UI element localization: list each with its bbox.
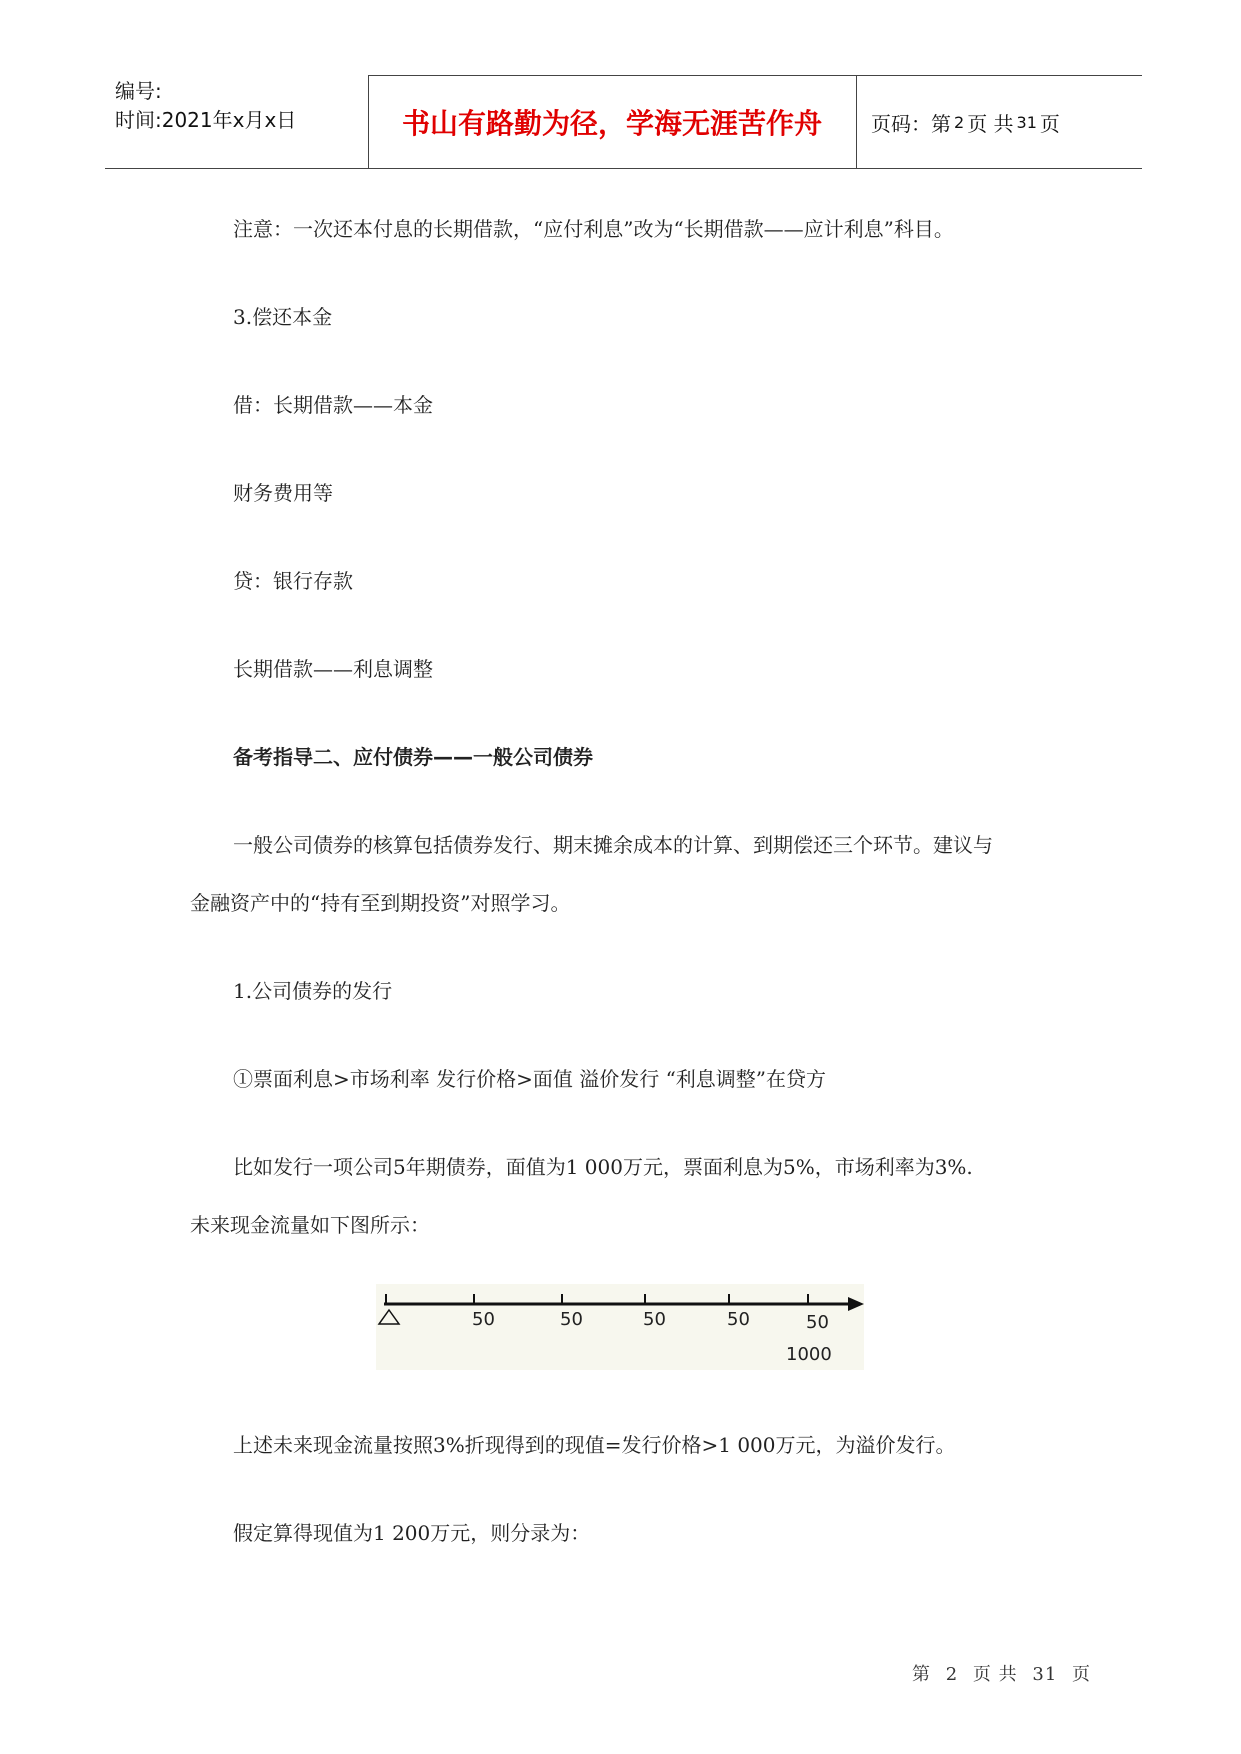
page-prefix: 页码：第: [871, 111, 951, 136]
page-suffix: 页: [1039, 111, 1060, 136]
paragraph-example: 比如发行一项公司5年期债券，面值为1 000万元，票面利息为5%，市场利率为3%.: [233, 1155, 973, 1179]
paragraph-note: 注意：一次还本付息的长期借款，“应付利息”改为“长期借款——应计利息”科目。: [233, 217, 954, 241]
header-divider: [856, 75, 857, 169]
section-heading: 备考指导二、应付债券——一般公司债券: [233, 745, 593, 769]
paragraph-example-cont: 未来现金流量如下图所示：: [190, 1213, 430, 1237]
principal-label: 1000: [786, 1344, 832, 1365]
page-current: 2: [954, 112, 965, 132]
time-label: 时间:2021年x月x日: [115, 108, 297, 132]
header-page-number: [871, 75, 1060, 169]
footer-page-total: 31: [1032, 1664, 1058, 1685]
page-header: [105, 75, 1142, 169]
paragraph-condition: ①票面利息>市场利率 发行价格>面值 溢价发行 “利息调整”在贷方: [233, 1067, 827, 1091]
footer-page-current: 2: [945, 1664, 959, 1685]
timeline-arrow: [848, 1297, 864, 1311]
paragraph-entry-line: 财务费用等: [233, 481, 333, 505]
timeline-figure: [376, 1284, 864, 1370]
cash-flow-label: 50: [643, 1309, 666, 1330]
paragraph-heading-repay: 3.偿还本金: [233, 305, 333, 329]
paragraph-entry-line: 长期借款——利息调整: [233, 657, 433, 681]
cash-flow-label: 50: [560, 1309, 583, 1330]
cash-flow-label: 50: [472, 1309, 495, 1330]
cash-flow-label: 50: [806, 1312, 829, 1333]
footer-mid: 页 共: [972, 1664, 1018, 1685]
footer-suffix: 页: [1072, 1664, 1092, 1685]
paragraph-entry-credit: 贷：银行存款: [233, 569, 353, 593]
cash-flow-label: 50: [727, 1309, 750, 1330]
paragraph-heading-issue: 1.公司债券的发行: [233, 979, 393, 1003]
paragraph-entry-debit: 借：长期借款——本金: [233, 393, 433, 417]
footer-prefix: 第: [912, 1664, 931, 1685]
paragraph-intro-cont: 金融资产中的“持有至到期投资”对照学习。: [190, 891, 571, 915]
header-motto: 书山有路勤为径，学海无涯苦作舟: [401, 107, 822, 140]
page-footer: [908, 1660, 1095, 1686]
paragraph-present-value: 上述未来现金流量按照3%折现得到的现值=发行价格>1 000万元，为溢价发行。: [233, 1433, 956, 1457]
paragraph-intro: 一般公司债券的核算包括债券发行、期末摊余成本的计算、到期偿还三个环节。建议与: [233, 833, 993, 857]
serial-label: 编号:: [115, 79, 162, 103]
page-mid: 页 共: [967, 111, 1014, 136]
triangle-icon: [379, 1310, 399, 1324]
header-meta: [115, 77, 296, 135]
paragraph-assumption: 假定算得现值为1 200万元，则分录为：: [233, 1521, 591, 1545]
cash-flow-timeline: [376, 1284, 864, 1370]
page-total: 31: [1016, 112, 1037, 132]
